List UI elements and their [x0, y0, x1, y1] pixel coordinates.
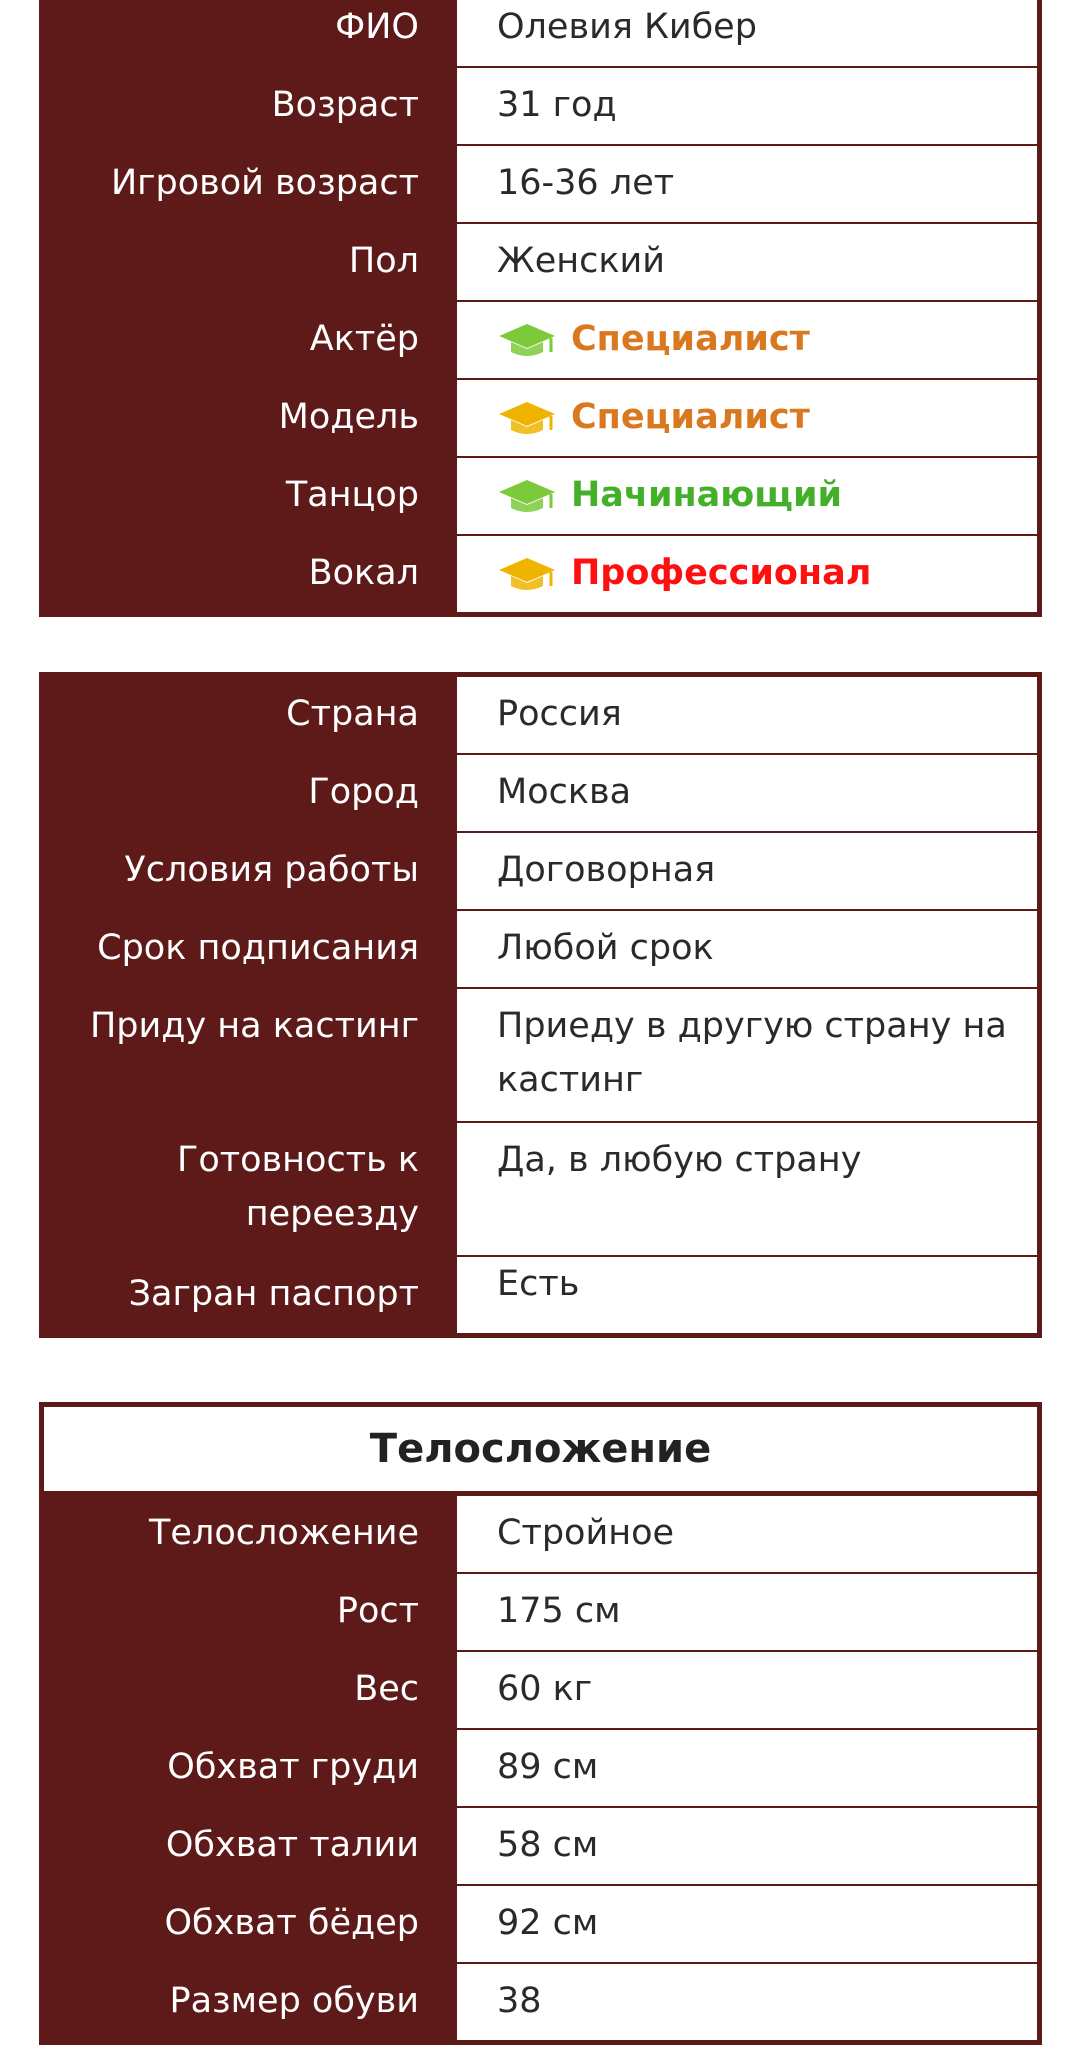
row-city — [44, 755, 1037, 833]
row-value: Договорная — [457, 833, 1037, 909]
row-value: Олевия Кибер — [457, 0, 1037, 66]
row-label: Вес — [354, 1669, 419, 1709]
row-label: Пол — [348, 241, 419, 281]
row-value: Любой срок — [457, 911, 1037, 987]
graduation-cap-icon — [497, 476, 557, 516]
graduation-cap-icon — [497, 554, 557, 594]
row-casting — [44, 989, 1037, 1123]
row-value — [457, 536, 1037, 612]
row-height — [44, 1574, 1037, 1652]
row-work-conditions — [44, 833, 1037, 911]
row-label: Танцор — [285, 475, 419, 515]
row-label: Приду на кастинг — [89, 1006, 419, 1046]
row-label: Готовность к переезду — [176, 1140, 419, 1234]
row-skill-model — [44, 380, 1037, 458]
personal-info-table — [39, 0, 1042, 617]
row-label: Обхват груди — [167, 1747, 419, 1787]
row-label: Телосложение — [149, 1513, 419, 1553]
row-value — [457, 458, 1037, 534]
skill-level: Специалист — [571, 397, 810, 437]
row-gender — [44, 224, 1037, 302]
row-value: Москва — [457, 755, 1037, 831]
row-label: Загран паспорт — [128, 1274, 419, 1314]
row-label: Обхват талии — [165, 1825, 419, 1865]
row-relocation — [44, 1123, 1037, 1257]
body-info-table — [39, 1402, 1042, 2045]
row-body-type — [44, 1496, 1037, 1574]
row-hips — [44, 1886, 1037, 1964]
row-label: Размер обуви — [169, 1981, 419, 2021]
row-label: Страна — [286, 694, 419, 734]
row-value: 175 см — [457, 1574, 1037, 1650]
section-title: Телосложение — [44, 1407, 1037, 1496]
row-value — [457, 380, 1037, 456]
row-value: Стройное — [457, 1496, 1037, 1572]
row-play-age — [44, 146, 1037, 224]
row-label: Вокал — [308, 553, 419, 593]
row-label: Условия работы — [124, 850, 419, 890]
graduation-cap-icon — [497, 398, 557, 438]
row-value: Женский — [457, 224, 1037, 300]
row-chest — [44, 1730, 1037, 1808]
row-value: Есть — [457, 1257, 1037, 1333]
row-label: Рост — [336, 1591, 419, 1631]
graduation-cap-icon — [497, 320, 557, 360]
row-value: 31 год — [457, 68, 1037, 144]
skill-level: Профессионал — [571, 553, 872, 593]
row-value: 60 кг — [457, 1652, 1037, 1728]
row-value: 89 см — [457, 1730, 1037, 1806]
row-value: Да, в любую страну — [457, 1123, 1037, 1255]
row-passport — [44, 1257, 1037, 1333]
row-skill-dancer — [44, 458, 1037, 536]
row-country — [44, 677, 1037, 755]
row-waist — [44, 1808, 1037, 1886]
row-label: Модель — [278, 397, 419, 437]
row-label: Игровой возраст — [110, 163, 419, 203]
row-value: Россия — [457, 677, 1037, 753]
row-skill-actor — [44, 302, 1037, 380]
row-skill-vocal — [44, 536, 1037, 612]
row-weight — [44, 1652, 1037, 1730]
row-label: Срок подписания — [97, 928, 419, 968]
row-value: 38 — [457, 1964, 1037, 2040]
row-fio — [44, 0, 1037, 68]
row-value: Приеду в другую страну на кастинг — [457, 989, 1037, 1121]
row-value: 92 см — [457, 1886, 1037, 1962]
work-info-table — [39, 672, 1042, 1338]
row-label: Обхват бёдер — [164, 1903, 419, 1943]
skill-level: Начинающий — [571, 475, 843, 515]
row-age — [44, 68, 1037, 146]
row-label: Возраст — [271, 85, 419, 125]
row-value — [457, 302, 1037, 378]
skill-level: Специалист — [571, 319, 810, 359]
row-contract-term — [44, 911, 1037, 989]
row-label: Город — [308, 772, 419, 812]
row-label: Актёр — [309, 319, 419, 359]
row-value: 16-36 лет — [457, 146, 1037, 222]
row-label: ФИО — [335, 7, 419, 47]
row-value: 58 см — [457, 1808, 1037, 1884]
